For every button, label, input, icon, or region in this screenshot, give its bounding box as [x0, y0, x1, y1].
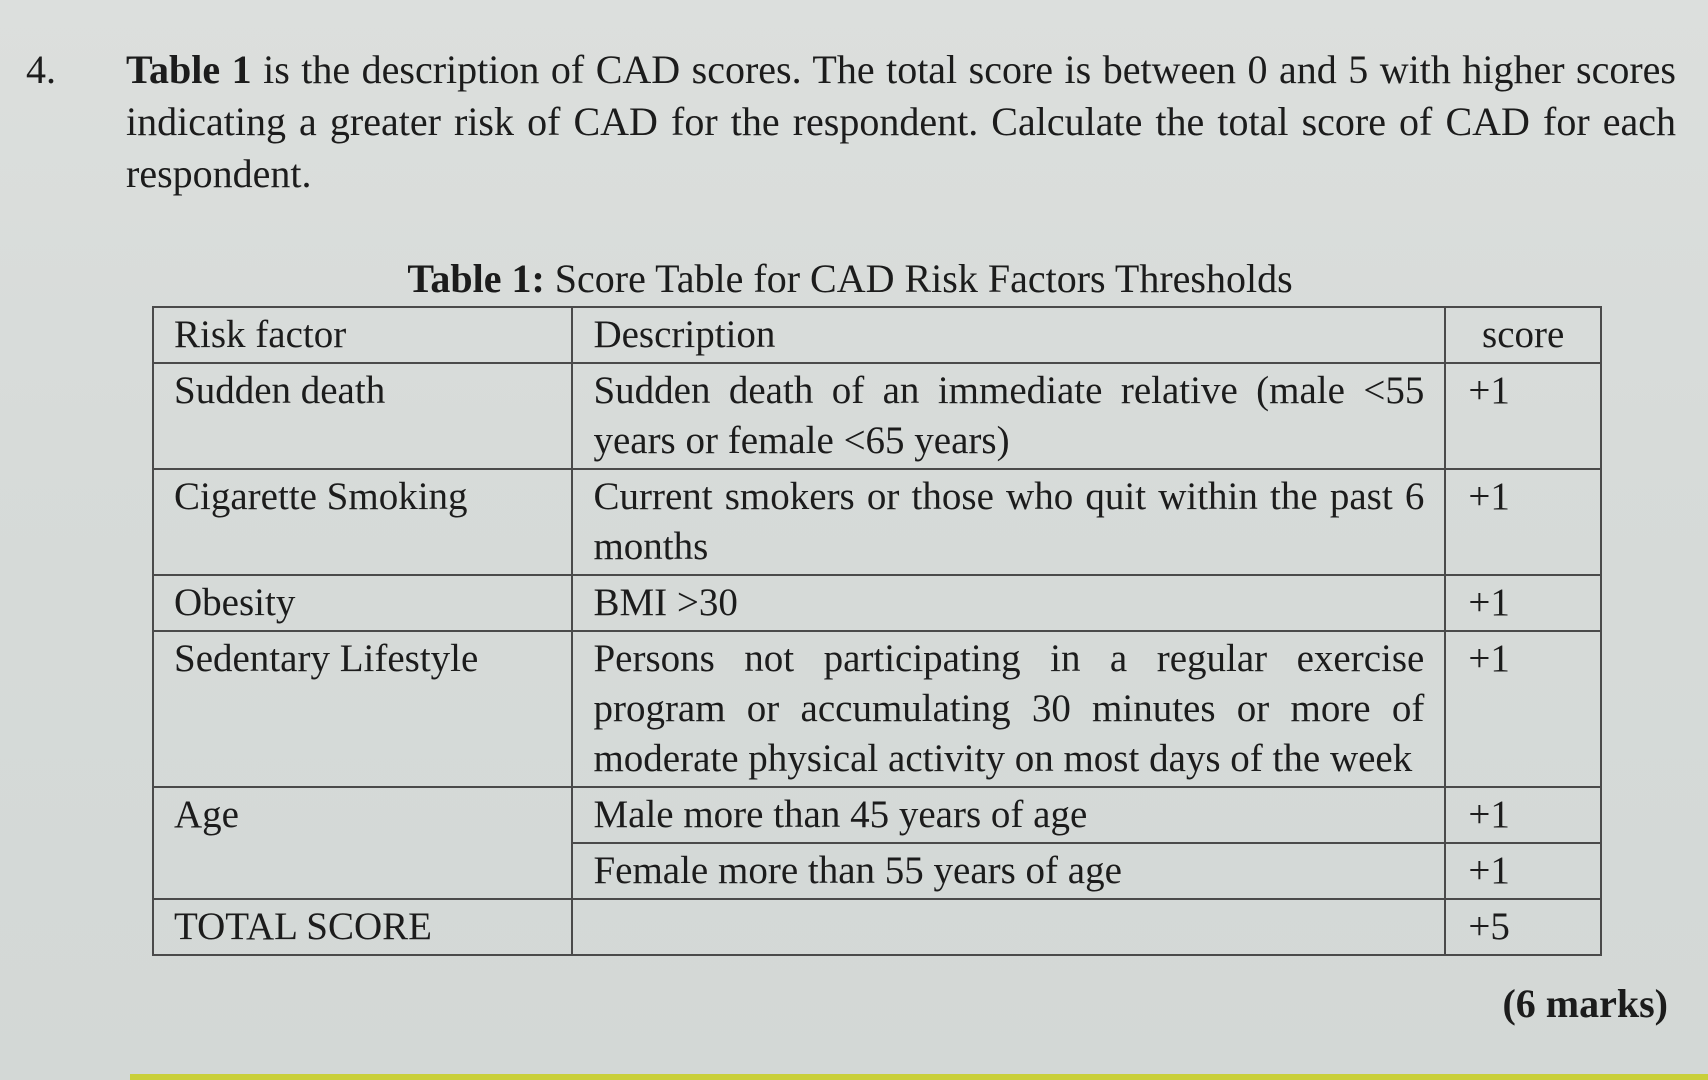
table-row: [153, 469, 1601, 575]
table-row: [153, 363, 1601, 469]
question-text: [126, 44, 1676, 200]
total-score-row: [153, 899, 1601, 955]
description-cell: Sudden death of an immediate relative (male <55 years or female <65 years): [572, 363, 1445, 469]
marks-label: (6 marks): [1502, 981, 1668, 1026]
risk-factor-cell: Obesity: [153, 575, 572, 631]
score-cell: +1: [1445, 469, 1601, 575]
table-row: [153, 787, 1601, 843]
table-header-row: [153, 307, 1601, 363]
question-body: is the description of CAD scores. The total score is between 0 and 5 with higher scores indicating a greater risk of CAD for the respondent. Calculate the total score of CAD for each respondent.: [126, 47, 1676, 196]
risk-factor-cell: Cigarette Smoking: [153, 469, 572, 575]
description-cell: Current smokers or those who quit within the past 6 months: [572, 469, 1445, 575]
table-row: [153, 631, 1601, 787]
description-cell: Persons not participating in a regular exercise program or accumulating 30 minutes or more of moderate physical activity on most days of the week: [572, 631, 1445, 787]
score-cell: +1: [1445, 575, 1601, 631]
table-caption-title: Score Table for CAD Risk Factors Thresholds: [544, 256, 1293, 301]
description-cell: BMI >30: [572, 575, 1445, 631]
description-cell: Female more than 55 years of age: [572, 843, 1445, 899]
score-cell: +1: [1445, 787, 1601, 843]
question-number: 4.: [26, 47, 56, 92]
table-caption-label: Table 1:: [407, 256, 545, 301]
risk-factor-cell: Age: [153, 787, 572, 899]
question-block: [26, 44, 1676, 200]
total-score-label: TOTAL SCORE: [153, 899, 572, 955]
header-risk-factor: Risk factor: [153, 307, 572, 363]
risk-factor-cell: Sudden death: [153, 363, 572, 469]
header-description: Description: [572, 307, 1445, 363]
score-cell: +1: [1445, 843, 1601, 899]
total-description-cell: [572, 899, 1445, 955]
score-cell: +1: [1445, 363, 1601, 469]
table-caption: [150, 253, 1550, 305]
question-lead-bold: Table 1: [126, 47, 252, 92]
risk-factor-cell: Sedentary Lifestyle: [153, 631, 572, 787]
page-bottom-rule: [130, 1074, 1708, 1080]
description-cell: Male more than 45 years of age: [572, 787, 1445, 843]
header-score: score: [1445, 307, 1601, 363]
score-cell: +1: [1445, 631, 1601, 787]
table-row: [153, 575, 1601, 631]
cad-score-table: [152, 306, 1602, 956]
total-score-value: +5: [1445, 899, 1601, 955]
